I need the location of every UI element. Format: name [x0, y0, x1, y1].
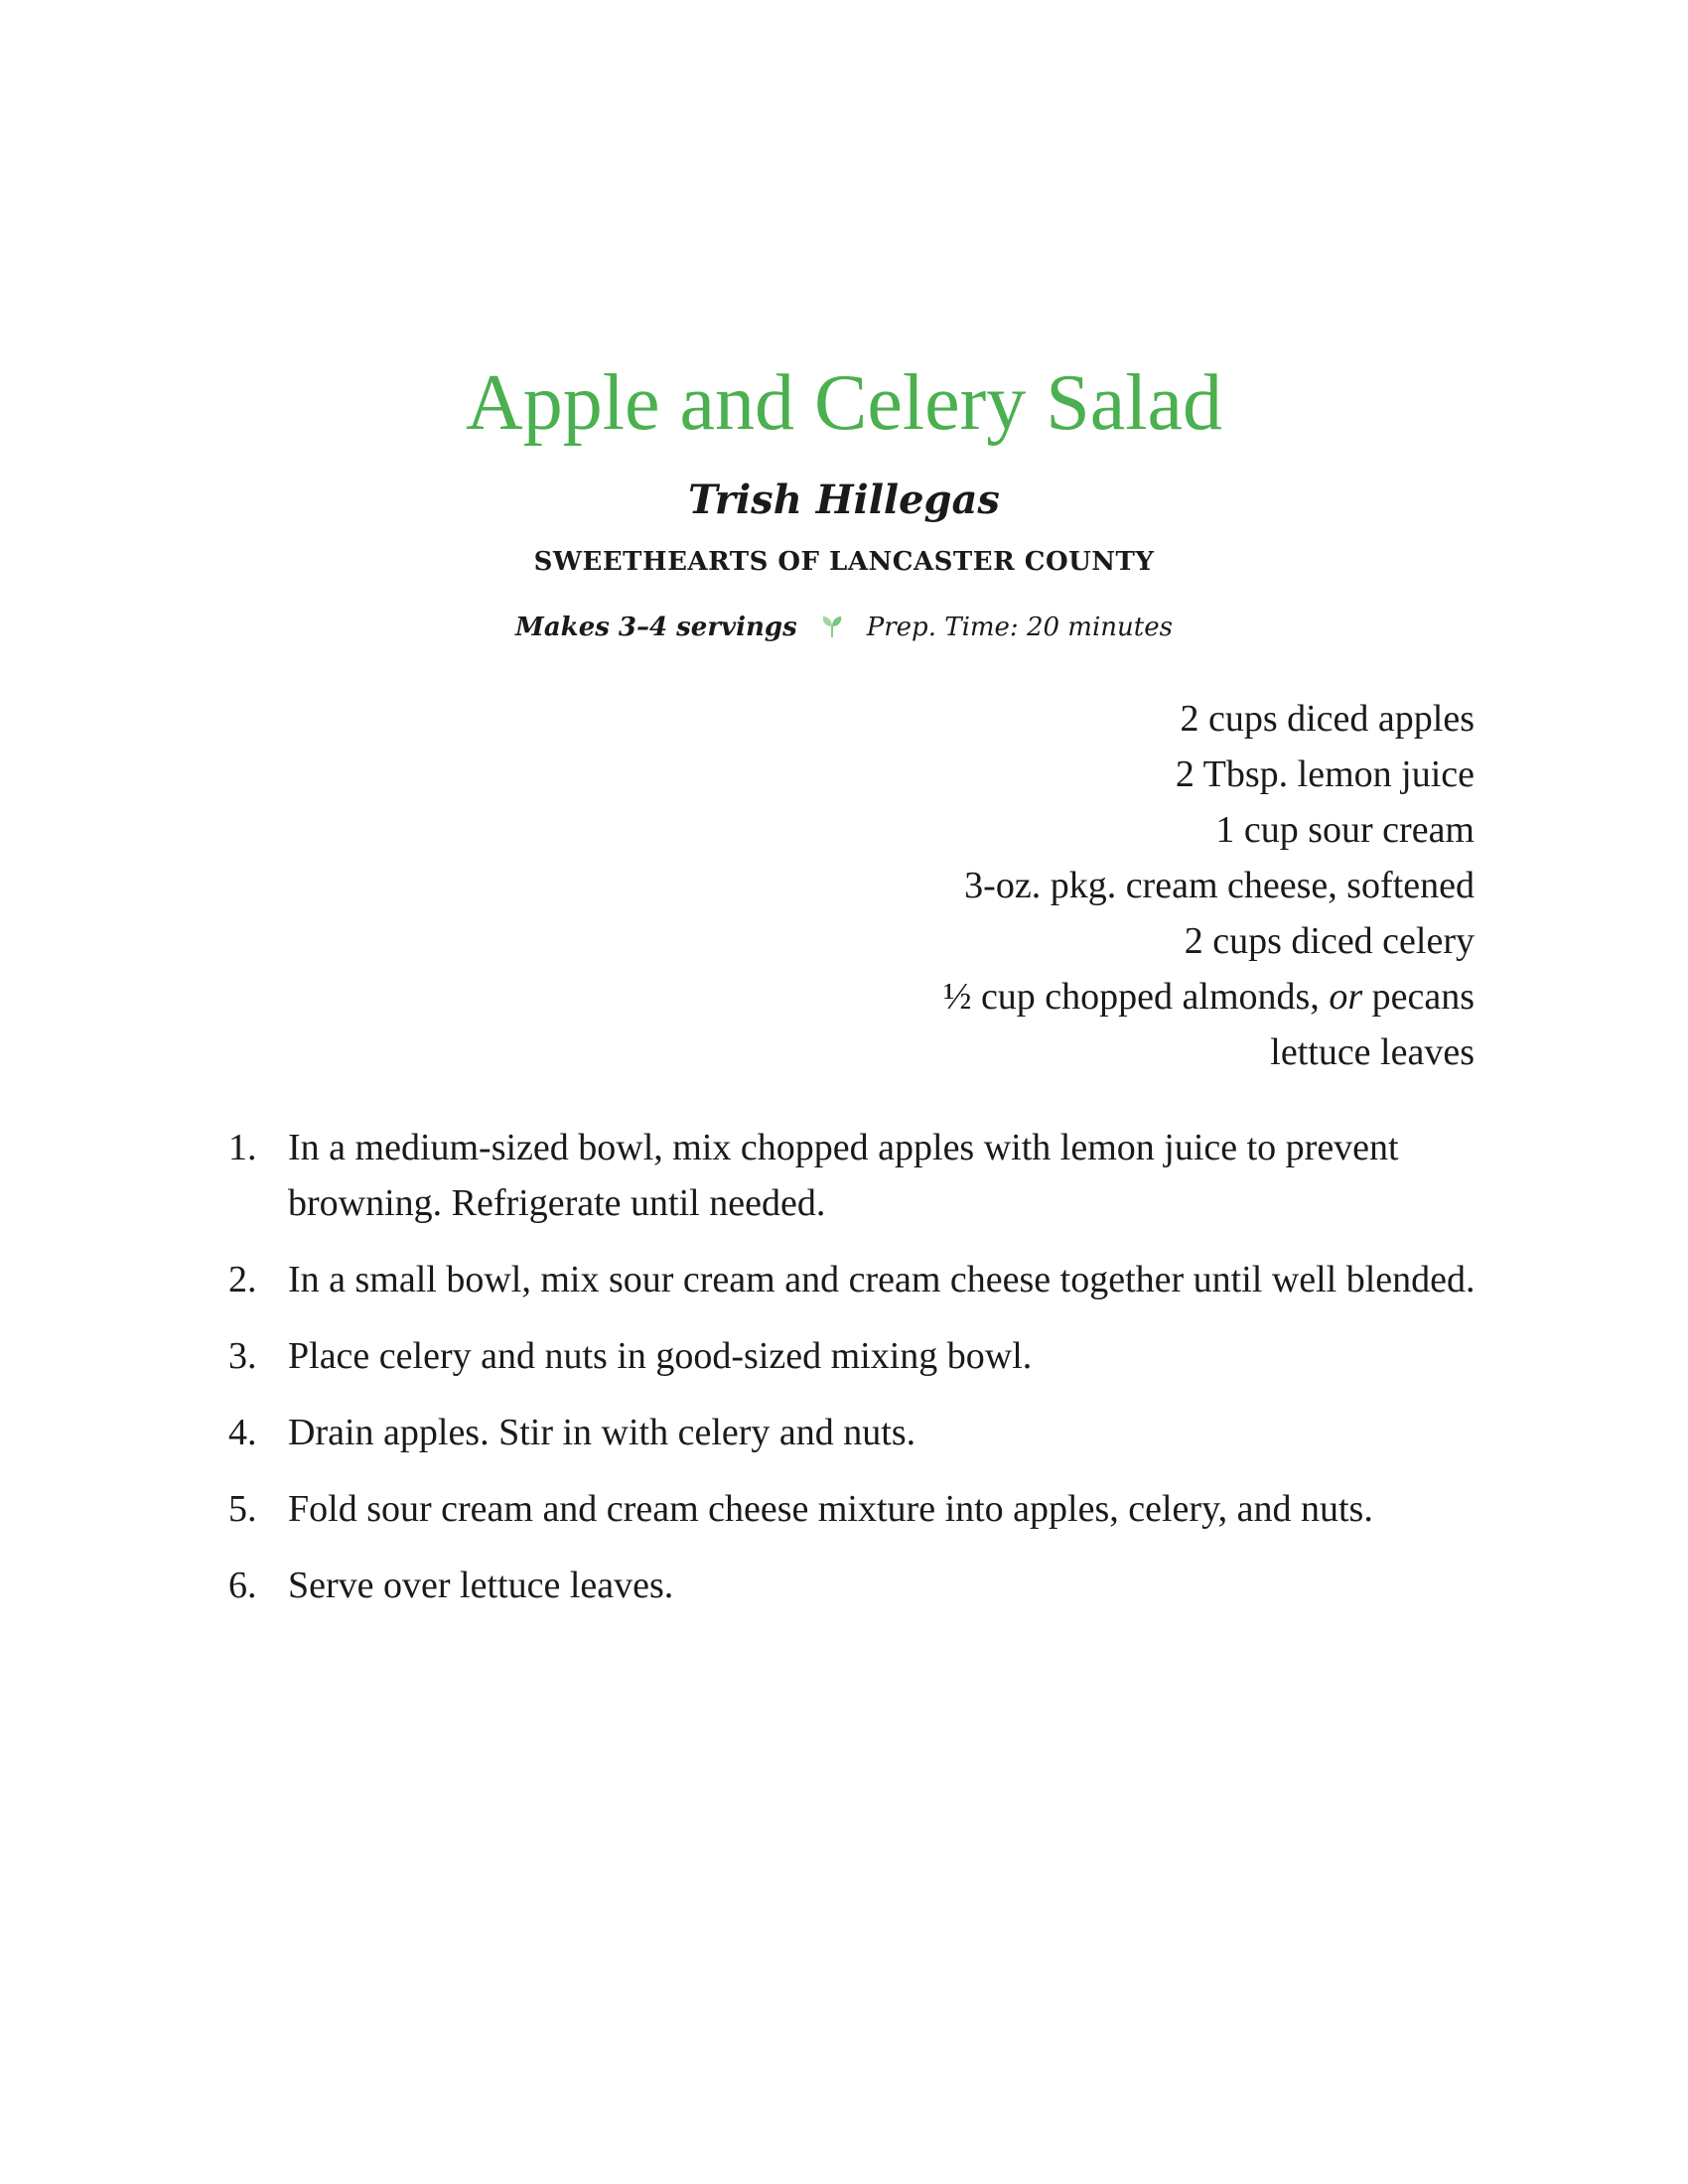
servings-label: Makes 3–4 servings — [515, 613, 797, 642]
instruction-step — [228, 1328, 1509, 1384]
step-text: Place celery and nuts in good-sized mixing bowl. — [288, 1335, 1033, 1377]
recipe-author: Trish Hillegas — [688, 477, 1000, 523]
step-number: 3. — [228, 1335, 257, 1377]
step-number: 4. — [228, 1412, 257, 1453]
step-text: In a small bowl, mix sour cream and cream cheese together until well blended. — [288, 1259, 1476, 1300]
ingredient-text: pecans — [1362, 976, 1475, 1018]
recipe-title: Apple and Celery Salad — [466, 359, 1222, 447]
step-text: In a medium-sized bowl, mix chopped apples with lemon juice to prevent browning. Refrigerate until needed. — [288, 1127, 1399, 1224]
recipe-source: SWEETHEARTS OF LANCASTER COUNTY — [533, 547, 1155, 577]
instruction-list — [228, 1120, 1509, 1634]
prep-time-label: Prep. Time: 20 minutes — [866, 613, 1173, 642]
ingredient-item-almonds — [680, 969, 1475, 1024]
step-number: 5. — [228, 1488, 257, 1530]
step-number: 1. — [228, 1127, 257, 1168]
leaf-icon — [819, 612, 845, 637]
ingredient-or: or — [1329, 976, 1363, 1018]
ingredient-item: 2 cups diced apples — [1180, 698, 1475, 740]
ingredient-item: 3-oz. pkg. cream cheese, softened — [964, 865, 1475, 906]
ingredient-text: ½ cup chopped almonds, — [942, 976, 1330, 1018]
recipe-meta — [0, 608, 1688, 647]
step-text: Serve over lettuce leaves. — [288, 1565, 674, 1606]
ingredient-list — [680, 691, 1475, 1080]
ingredient-item: 2 Tbsp. lemon juice — [1175, 753, 1475, 795]
step-text: Drain apples. Stir in with celery and nuts. — [288, 1412, 916, 1453]
instruction-step — [228, 1120, 1509, 1231]
instruction-step — [228, 1405, 1509, 1460]
step-number: 6. — [228, 1565, 257, 1606]
step-number: 2. — [228, 1259, 257, 1300]
ingredient-item: lettuce leaves — [1270, 1031, 1475, 1073]
instruction-step — [228, 1558, 1509, 1613]
ingredient-item: 1 cup sour cream — [1215, 809, 1475, 851]
ingredient-item: 2 cups diced celery — [1184, 920, 1475, 962]
instruction-step — [228, 1481, 1509, 1537]
instruction-step — [228, 1252, 1509, 1307]
step-text: Fold sour cream and cream cheese mixture into apples, celery, and nuts. — [288, 1488, 1373, 1530]
